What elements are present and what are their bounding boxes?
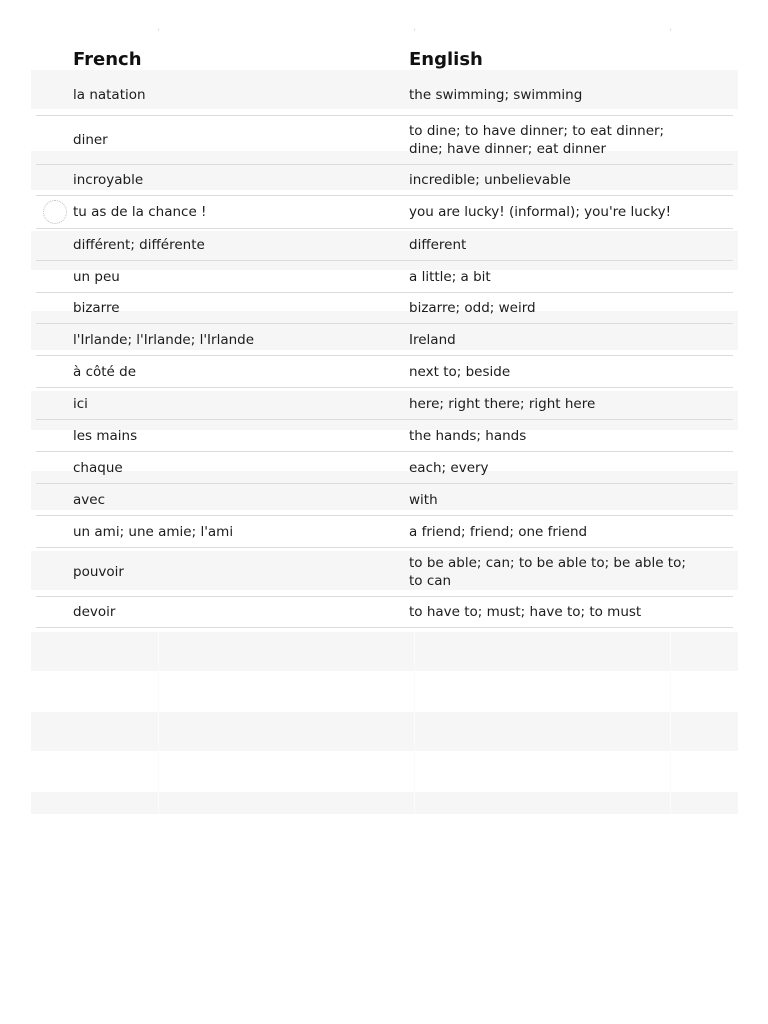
column-guide: [414, 632, 415, 814]
column-guide: [158, 632, 159, 814]
background-band: [31, 792, 738, 814]
column-tick: [414, 28, 415, 31]
english-cell: to have to; must; have to; to must: [409, 604, 642, 620]
table-row: [36, 484, 733, 516]
english-cell: with: [409, 491, 438, 508]
table-row: [36, 229, 733, 261]
english-cell: different: [409, 236, 467, 253]
vocabulary-table: [36, 44, 733, 628]
french-cell: bizarre: [73, 300, 120, 316]
english-cell: to be able; can; to be able to; be able to; to can: [409, 555, 686, 589]
french-cell: la natation: [73, 87, 146, 103]
column-tick: [670, 28, 671, 31]
table-row: [36, 356, 733, 388]
french-cell: différent; différente: [73, 236, 205, 253]
table-row: [36, 261, 733, 293]
column-header-french: French: [73, 49, 142, 70]
table-row: [36, 452, 733, 484]
background-band: [31, 712, 738, 751]
english-cell: a little; a bit: [409, 268, 491, 285]
french-cell: avec: [73, 491, 105, 508]
table-row: [36, 165, 733, 196]
column-guide: [670, 632, 671, 814]
table-row: [36, 196, 733, 229]
french-cell: pouvoir: [73, 564, 124, 580]
english-cell: here; right there; right here: [409, 395, 596, 412]
english-cell: each; every: [409, 459, 489, 476]
french-cell: ici: [73, 395, 88, 412]
table-row: [36, 116, 733, 165]
table-row: [36, 548, 733, 597]
french-cell: diner: [73, 132, 108, 148]
english-cell: next to; beside: [409, 363, 511, 380]
french-cell: un peu: [73, 268, 120, 285]
table-row: [36, 293, 733, 324]
english-cell: Ireland: [409, 331, 456, 348]
english-cell: to dine; to have dinner; to eat dinner; dine; have dinner; eat dinner: [409, 123, 665, 157]
table-row: [36, 388, 733, 420]
table-row: [36, 597, 733, 628]
background-band: [31, 632, 738, 671]
english-cell: a friend; friend; one friend: [409, 523, 588, 540]
table-row: [36, 516, 733, 548]
french-cell: devoir: [73, 604, 116, 620]
english-cell: the hands; hands: [409, 427, 527, 444]
table-row: [36, 75, 733, 116]
english-cell: the swimming; swimming: [409, 87, 583, 103]
english-cell: incredible; unbelievable: [409, 172, 571, 188]
table-row: [36, 420, 733, 452]
french-cell: chaque: [73, 459, 123, 476]
french-cell: l'Irlande; l'Irlande; l'Irlande: [73, 331, 255, 348]
french-cell: à côté de: [73, 363, 137, 380]
french-cell: incroyable: [73, 172, 144, 188]
column-tick: [158, 28, 159, 31]
column-header-english: English: [409, 49, 483, 70]
table-header: [36, 44, 733, 75]
french-cell: tu as de la chance !: [73, 204, 207, 220]
english-cell: bizarre; odd; weird: [409, 300, 536, 316]
english-cell: you are lucky! (informal); you're lucky!: [409, 204, 671, 220]
loading-spinner-icon: [43, 200, 67, 224]
french-cell: un ami; une amie; l'ami: [73, 523, 234, 540]
table-row: [36, 324, 733, 356]
french-cell: les mains: [73, 427, 138, 444]
table-body: [36, 75, 733, 628]
